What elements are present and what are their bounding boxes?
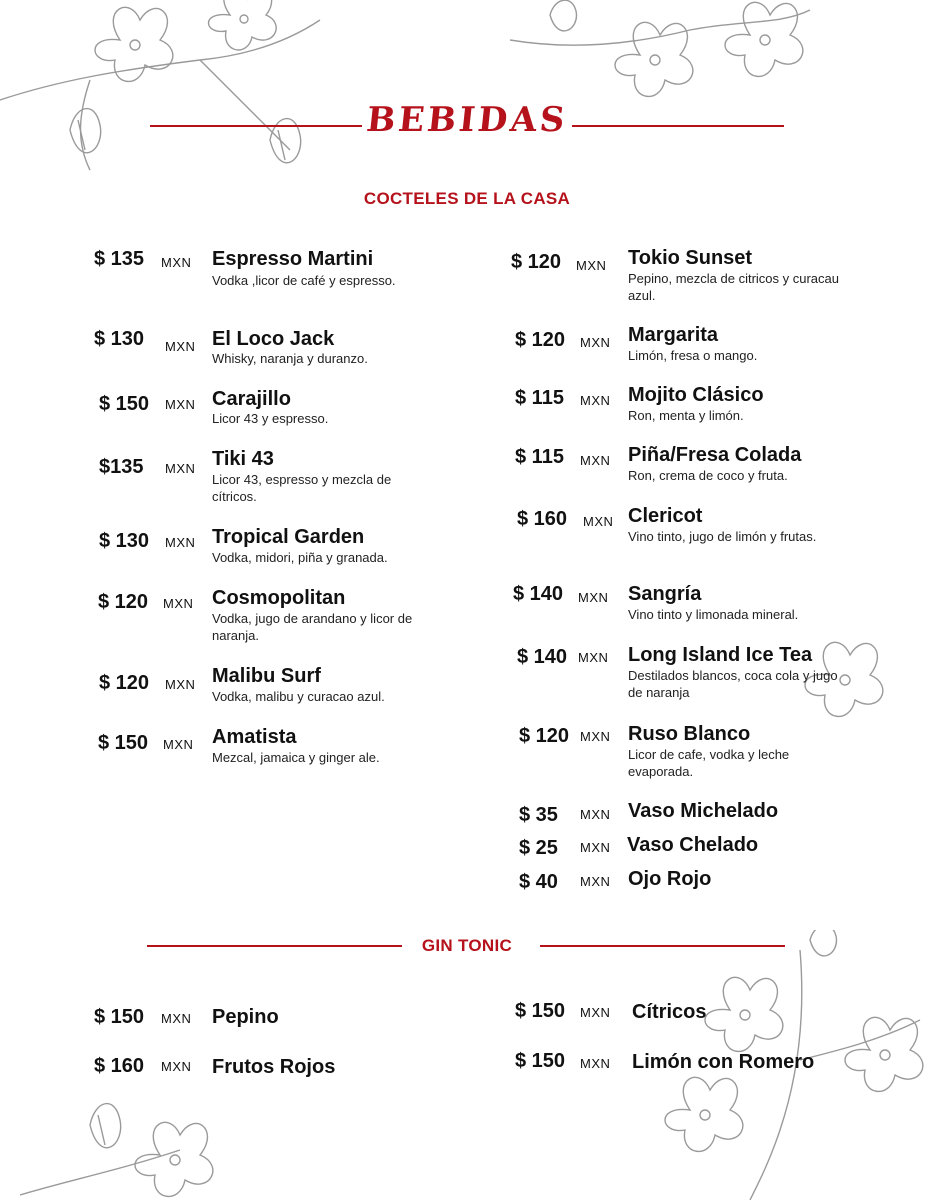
item-description: Vodka, midori, piña y granada. — [212, 550, 388, 565]
title-rule-right — [572, 125, 784, 127]
item-price: $ 120 — [99, 672, 150, 694]
item-name: Limón con Romero — [632, 1051, 815, 1073]
item-price: $ 150 — [515, 1050, 566, 1072]
page-title: BEBIDAS — [364, 100, 570, 140]
item-name: Cítricos — [632, 1001, 707, 1023]
item-currency: MXN — [165, 339, 196, 354]
item-name: Pepino — [212, 1006, 279, 1028]
item-currency: MXN — [161, 1059, 192, 1074]
item-name: Ojo Rojo — [628, 868, 712, 890]
item-name: Tropical Garden — [212, 526, 365, 548]
gin-rule-right — [540, 945, 785, 947]
item-description: Vodka ,licor de café y espresso. — [212, 273, 396, 288]
item-price: $ 120 — [515, 329, 566, 351]
item-price: $ 160 — [517, 508, 568, 530]
item-description: Licor 43 y espresso. — [212, 411, 329, 426]
item-currency: MXN — [161, 1011, 192, 1026]
item-name: Long Island Ice Tea — [628, 644, 813, 666]
item-currency: MXN — [163, 596, 194, 611]
item-price: $ 130 — [99, 530, 150, 552]
item-description: Whisky, naranja y duranzo. — [212, 351, 368, 366]
item-price: $ 140 — [513, 583, 564, 605]
item-name: Malibu Surf — [212, 665, 321, 687]
item-name: Tokio Sunset — [628, 247, 753, 269]
item-name: Espresso Martini — [212, 248, 374, 270]
item-description: Pepino, mezcla de citricos y curacau azul. — [628, 271, 839, 303]
item-currency: MXN — [580, 729, 611, 744]
item-description: Vino tinto y limonada mineral. — [628, 607, 799, 622]
item-price: $ 150 — [94, 1006, 145, 1028]
item-description: Vino tinto, jugo de limón y frutas. — [628, 529, 817, 544]
item-currency: MXN — [578, 650, 609, 665]
item-name: Ruso Blanco — [628, 723, 751, 745]
section-heading-cocteles: COCTELES DE LA CASA — [363, 189, 571, 208]
item-currency: MXN — [580, 453, 611, 468]
item-currency: MXN — [578, 590, 609, 605]
item-price: $ 25 — [519, 837, 558, 859]
item-price: $ 150 — [515, 1000, 566, 1022]
cherry-blossom-bottom-left-icon — [20, 1080, 260, 1200]
item-description: Ron, menta y limón. — [628, 408, 744, 423]
item-currency: MXN — [580, 807, 611, 822]
item-description: Licor 43, espresso y mezcla de cítricos. — [212, 472, 392, 504]
item-name: Cosmopolitan — [212, 587, 346, 609]
item-description: Vodka, malibu y curacao azul. — [212, 689, 385, 704]
item-currency: MXN — [165, 677, 196, 692]
item-price: $ 40 — [519, 871, 558, 893]
item-name: El Loco Jack — [212, 328, 335, 350]
item-description: Vodka, jugo de arandano y licor de naranja. — [212, 611, 413, 643]
item-description: Mezcal, jamaica y ginger ale. — [212, 750, 380, 765]
item-description: Ron, crema de coco y fruta. — [628, 468, 788, 483]
item-price: $ 120 — [98, 591, 149, 613]
item-price: $ 140 — [517, 646, 568, 668]
item-price: $ 120 — [511, 251, 562, 273]
item-currency: MXN — [165, 535, 196, 550]
item-price: $ 130 — [94, 328, 145, 350]
item-price: $ 120 — [519, 725, 570, 747]
item-price: $135 — [99, 456, 144, 478]
item-name: Clericot — [628, 505, 703, 527]
item-price: $ 150 — [99, 393, 150, 415]
section-heading-gin-tonic: GIN TONIC — [421, 936, 513, 955]
item-price: $ 115 — [515, 387, 564, 409]
item-name: Margarita — [628, 324, 719, 346]
item-price: $ 135 — [94, 248, 145, 270]
item-currency: MXN — [163, 737, 194, 752]
item-price: $ 150 — [98, 732, 149, 754]
item-currency: MXN — [165, 461, 196, 476]
item-currency: MXN — [583, 514, 614, 529]
item-description: Licor de cafe, vodka y leche evaporada. — [628, 747, 790, 779]
item-currency: MXN — [580, 335, 611, 350]
item-name: Mojito Clásico — [628, 384, 764, 406]
item-currency: MXN — [580, 840, 611, 855]
item-currency: MXN — [580, 874, 611, 889]
item-description: Limón, fresa o mango. — [628, 348, 758, 363]
item-name: Frutos Rojos — [212, 1056, 336, 1078]
item-currency: MXN — [580, 393, 611, 408]
item-price: $ 35 — [519, 804, 558, 826]
item-name: Tiki 43 — [212, 448, 274, 470]
item-description: Destilados blancos, coca cola y jugo de naranja — [628, 668, 838, 700]
item-price: $ 160 — [94, 1055, 145, 1077]
item-name: Vaso Michelado — [628, 800, 779, 822]
item-currency: MXN — [161, 255, 192, 270]
item-name: Amatista — [212, 726, 297, 748]
item-price: $ 115 — [515, 446, 564, 468]
item-name: Vaso Chelado — [627, 834, 759, 856]
item-currency: MXN — [165, 397, 196, 412]
item-currency: MXN — [576, 258, 607, 273]
item-currency: MXN — [580, 1005, 611, 1020]
item-currency: MXN — [580, 1056, 611, 1071]
item-name: Carajillo — [212, 388, 291, 410]
item-name: Piña/Fresa Colada — [628, 444, 802, 466]
item-name: Sangría — [628, 583, 702, 605]
